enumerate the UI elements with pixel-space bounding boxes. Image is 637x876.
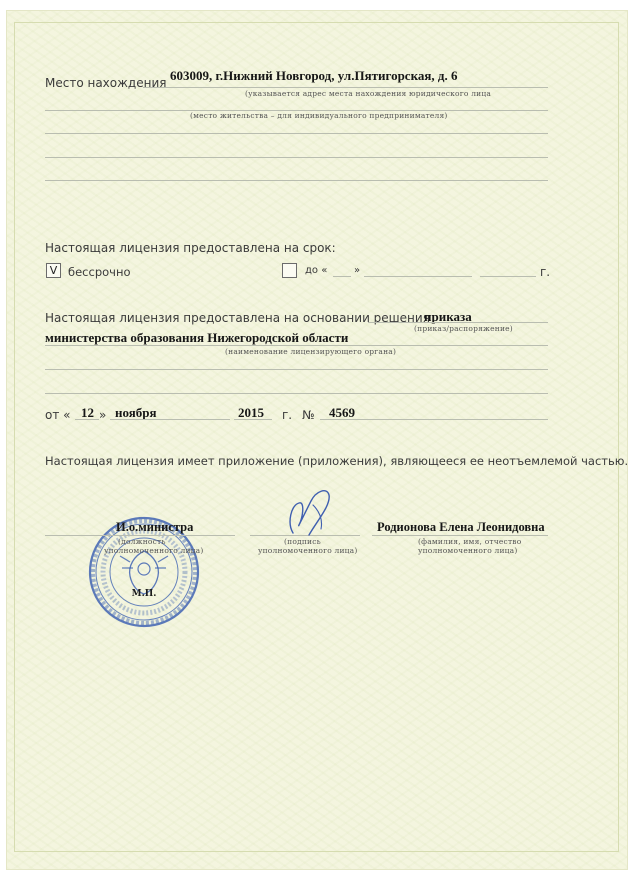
blank-line — [45, 369, 548, 370]
seal-center-text: М.П. — [131, 589, 157, 599]
appendix-note: Настоящая лицензия имеет приложение (приложения), являющееся ее неотъемлемой частью. — [45, 454, 629, 468]
number-line — [320, 419, 548, 420]
number-sign: № — [302, 408, 315, 422]
date-year: 2015 — [238, 405, 264, 420]
basis-doc-type: приказа — [424, 309, 472, 324]
signature-hint-2: уполномоченного лица) — [258, 546, 358, 555]
until-month-line — [364, 276, 472, 277]
signatory-name: Родионова Елена Леонидовна — [377, 520, 545, 534]
decorative-frame — [14, 22, 619, 852]
indefinite-label: бессрочно — [68, 265, 131, 279]
blank-line — [45, 133, 548, 134]
license-number: 4569 — [329, 405, 355, 420]
term-label: Настоящая лицензия предоставлена на срок: — [45, 241, 336, 255]
name-hint-1: (фамилия, имя, отчество — [418, 537, 522, 546]
until-checkbox — [282, 263, 297, 278]
date-year-suffix: г. — [282, 408, 293, 422]
location-hint-individual: (место жительства – для индивидуального предпринимателя) — [190, 111, 448, 120]
basis-authority: министерства образования Нижегородской области — [45, 330, 349, 345]
name-line — [372, 535, 548, 536]
until-year-line — [480, 276, 536, 277]
location-line — [143, 87, 548, 88]
basis-doc-line — [368, 322, 548, 323]
location-hint-legal: (указывается адрес места нахождения юридического лица — [245, 89, 492, 98]
date-year-line — [234, 419, 272, 420]
position-line — [45, 535, 235, 536]
date-day-line — [75, 419, 99, 420]
blank-line — [45, 180, 548, 181]
until-year-suffix: г. — [540, 265, 551, 279]
basis-label: Настоящая лицензия предоставлена на основании решения — [45, 311, 430, 325]
basis-doc-type-hint: (приказ/распоряжение) — [414, 324, 513, 333]
blank-line — [45, 157, 548, 158]
position-hint-2: уполномоченного лица) — [104, 546, 204, 555]
date-from: от « — [45, 408, 71, 422]
name-hint-2: уполномоченного лица) — [418, 546, 518, 555]
handwritten-signature — [283, 483, 339, 541]
position-hint-1: (должность — [118, 537, 166, 546]
basis-authority-line — [45, 345, 548, 346]
blank-line — [45, 393, 548, 394]
until-quote: » — [354, 265, 361, 276]
until-day-line — [333, 276, 351, 277]
signature-hint-1: (подпись — [284, 537, 321, 546]
location-label: Место нахождения — [45, 76, 167, 90]
signatory-position: И.о.министра — [116, 520, 194, 534]
basis-authority-hint: (наименование лицензирующего органа) — [225, 347, 397, 356]
indefinite-checkbox: V — [46, 263, 61, 278]
location-address: 603009, г.Нижний Новгород, ул.Пятигорская, д. 6 — [170, 68, 458, 83]
until-prefix: до « — [305, 265, 328, 276]
date-day: 12 — [81, 405, 94, 420]
date-month: ноября — [115, 405, 157, 420]
date-close-quote: » — [99, 408, 107, 422]
date-month-line — [110, 419, 230, 420]
